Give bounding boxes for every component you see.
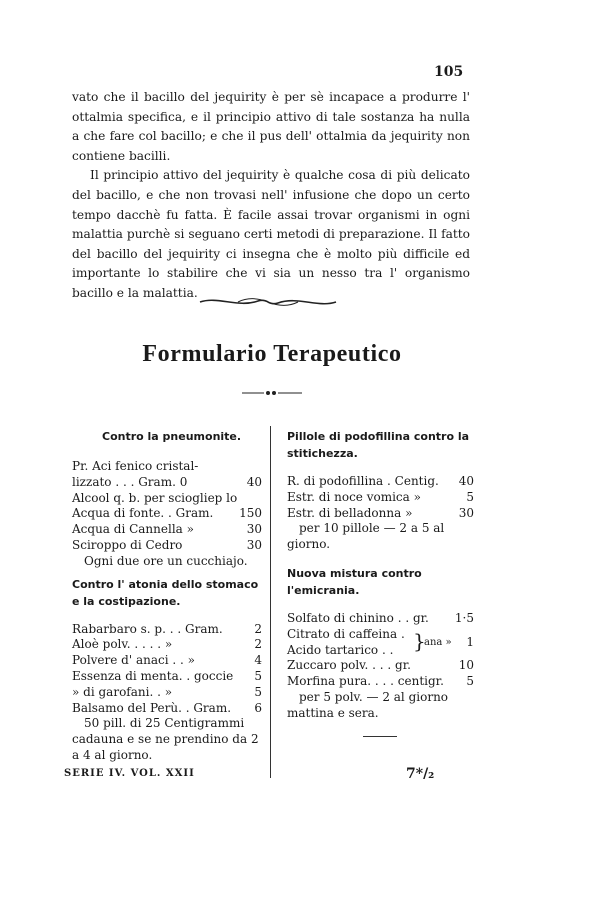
brace-amount: 1 [466,634,474,649]
recipe-row: Balsamo del Perù. . Gram. 6 [72,700,262,715]
heading-emicrania: Nuova mistura contro l'emicrania. [287,566,422,597]
footer-signature: 7*/₂ [406,766,435,782]
brace-icon: } [413,628,426,653]
recipe-row: » di garofani. . » 5 [72,684,262,699]
page-number: 105 [434,64,464,80]
heading-pneumonite: Contro la pneumonite. [102,430,242,443]
recipe-row: Sciroppo di Cedro 30 [72,537,262,552]
recipe-row: Citrato di caffeina . [287,626,405,641]
recipe-row: Polvere d' anaci . . » 4 [72,653,262,668]
recipe-row: Acido tartarico . . [287,642,394,657]
recipe-row: Alcool q. b. per sciogliер lo [72,490,238,505]
recipe-row: Pr. Aci fenico cristal- [72,459,199,473]
recipe-row: Acqua di Cannella » 30 [72,522,262,537]
recipe-row: Rabarbaro s. p. . . Gram. 2 [72,621,262,636]
right-column [287,428,476,722]
recipe-note: per 10 pillole — 2 a 5 al giorno. [287,521,445,552]
title-rule-ornament [240,388,304,398]
recipe-row: R. di podofillina . Centig. 40 [287,474,474,488]
brace-label: ana » [424,636,452,648]
left-column [72,428,264,764]
recipe-note: per 5 polv. — 2 al giorno mattina e sera. [287,689,449,720]
heading-atonia: Contro l' atonia dello stomaco e la costipazione. [72,577,259,608]
brace-group [287,627,476,659]
recipe-row: Essenza di menta. . goccie 5 [72,668,262,683]
recipe-row: Solfato di chinino . . gr. 1·5 [287,610,474,625]
paragraph-1: vato che il bacillo del jequirity è per sè incapace a produrre l' ottalmia specifica, e il principio attivo di tale sostanza ha nulla a che fare col bacillo; e che il pus dell' ottalmia da jequirity non contiene bacilli. [72,90,470,163]
recipe-row: Zuccaro polv. . . . gr. 10 [287,658,474,673]
recipe-row: Morfina pura. . . . centigr. 5 [287,674,474,689]
recipe-row: Acqua di fonte. . Gram. 150 [72,506,262,521]
heading-podofillina: Pillole di podofillina contro la stitichezza. [287,430,470,460]
end-rule [363,736,397,737]
recipe-row: Aloè polv. . . . . » 2 [72,637,262,652]
footer-series: SERIE IV. VOL. XXII [64,768,195,779]
recipe-row: Estr. di belladonna » 30 [287,505,474,520]
section-title: Formulario Terapeutico [142,341,402,367]
recipe-note: Ogni due ore un cucchiajo. [84,553,248,568]
recipe-note: 50 pill. di 25 Centigrammi cadauna e se ne prendino da 2 a 4 al giorno. [72,716,259,762]
recipe-row: Estr. di noce vomica » 5 [287,489,474,504]
article-text [72,88,470,304]
recipe-row: lizzato . . . Gram. 0 40 [72,474,262,489]
ornament-divider [198,293,338,311]
column-divider [270,426,271,778]
paragraph-2: Il principio attivo del jequirity è qualche cosa di più delicato del bacillo, e che non trovasi nell' infusione che dopo un certo tempo dacchè fu fatta. È facile assai trovar organismi in ogni malattia purchè si seguano certi metodi di preparazione. Il fatto del bacillo del jequirity ci insegna che è molto più difficile ed importante lo stabilire che vi sia un nesso tra l' organismo bacillo e la malattia. [72,168,470,300]
